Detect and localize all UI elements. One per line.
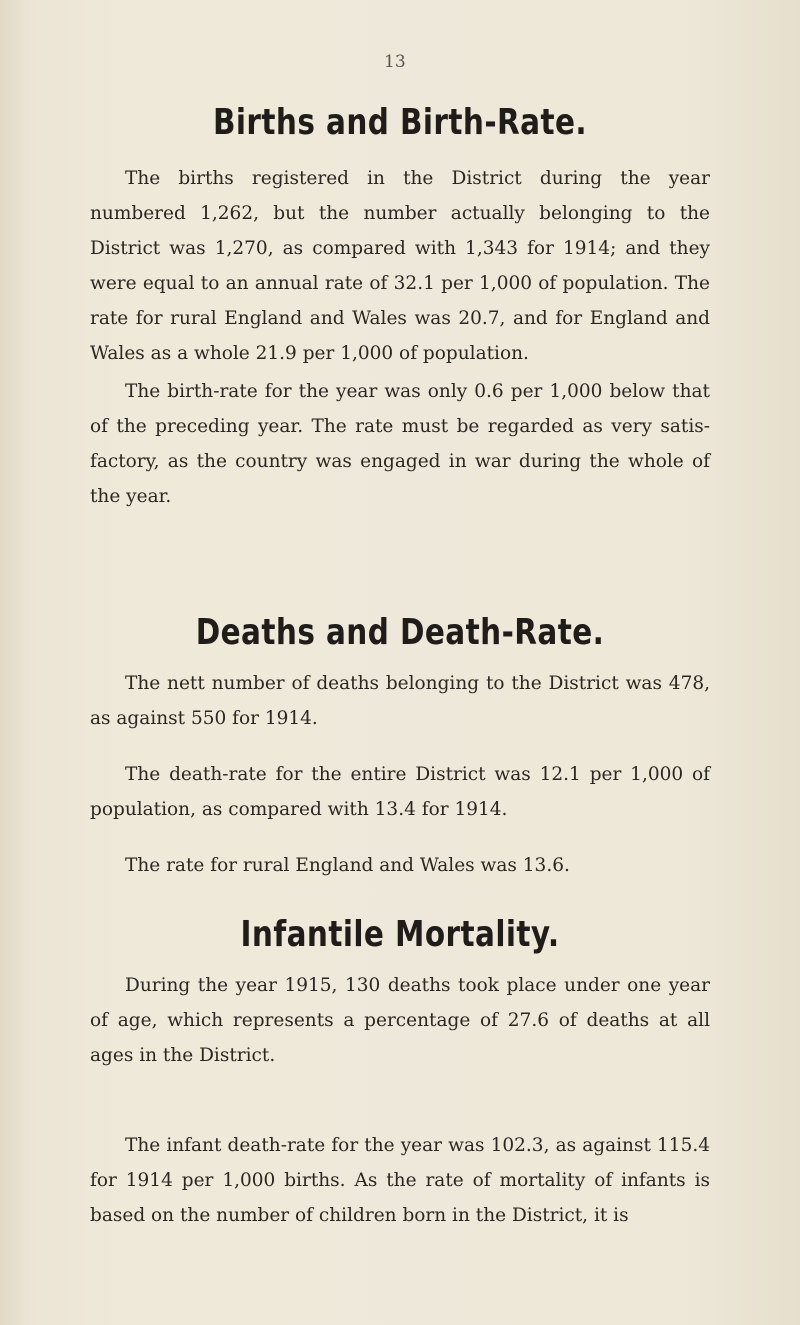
paragraph-deaths-3: The rate for rural England and Wales was 13.6. <box>125 855 570 876</box>
page-number: 13 <box>384 52 406 72</box>
paragraph-infantile-2: The infant death-rate for the year was 102.3, as against 115.4 for 1914 per 1,000 births. As the rate of mortality of infants is based on the number of children born in the District, it is <box>90 1135 710 1226</box>
section-heading-deaths: Deaths and Death-Rate. <box>195 612 605 653</box>
paragraph-births-2: The birth-rate for the year was only 0.6 per 1,000 below that of the preceding year. The rate must be regarded as very satis-factory, as the country was engaged in war during the whole of the year. <box>90 381 710 507</box>
paragraph-deaths-2: The death-rate for the entire District was 12.1 per 1,000 of population, as compared with 13.4 for 1914. <box>90 764 710 820</box>
section-heading-births: Births and Birth-Rate. <box>212 102 588 143</box>
section-heading-infantile: Infantile Mortality. <box>240 914 560 955</box>
paragraph-deaths-1: The nett number of deaths belonging to the District was 478, as against 550 for 1914. <box>90 673 710 729</box>
paragraph-births-1: The births registered in the District during the year numbered 1,262, but the number actually belonging to the District was 1,270, as compared with 1,343 for 1914; and they were equal to an annual rate of 32.1 per 1,000 of population. The rate for rural England and Wales was 20.7, and for England and Wales as a whole 21.9 per 1,000 of population. <box>90 168 710 364</box>
paragraph-infantile-1: During the year 1915, 130 deaths took place under one year of age, which represents a percentage of 27.6 of deaths at all ages in the District. <box>90 975 710 1066</box>
